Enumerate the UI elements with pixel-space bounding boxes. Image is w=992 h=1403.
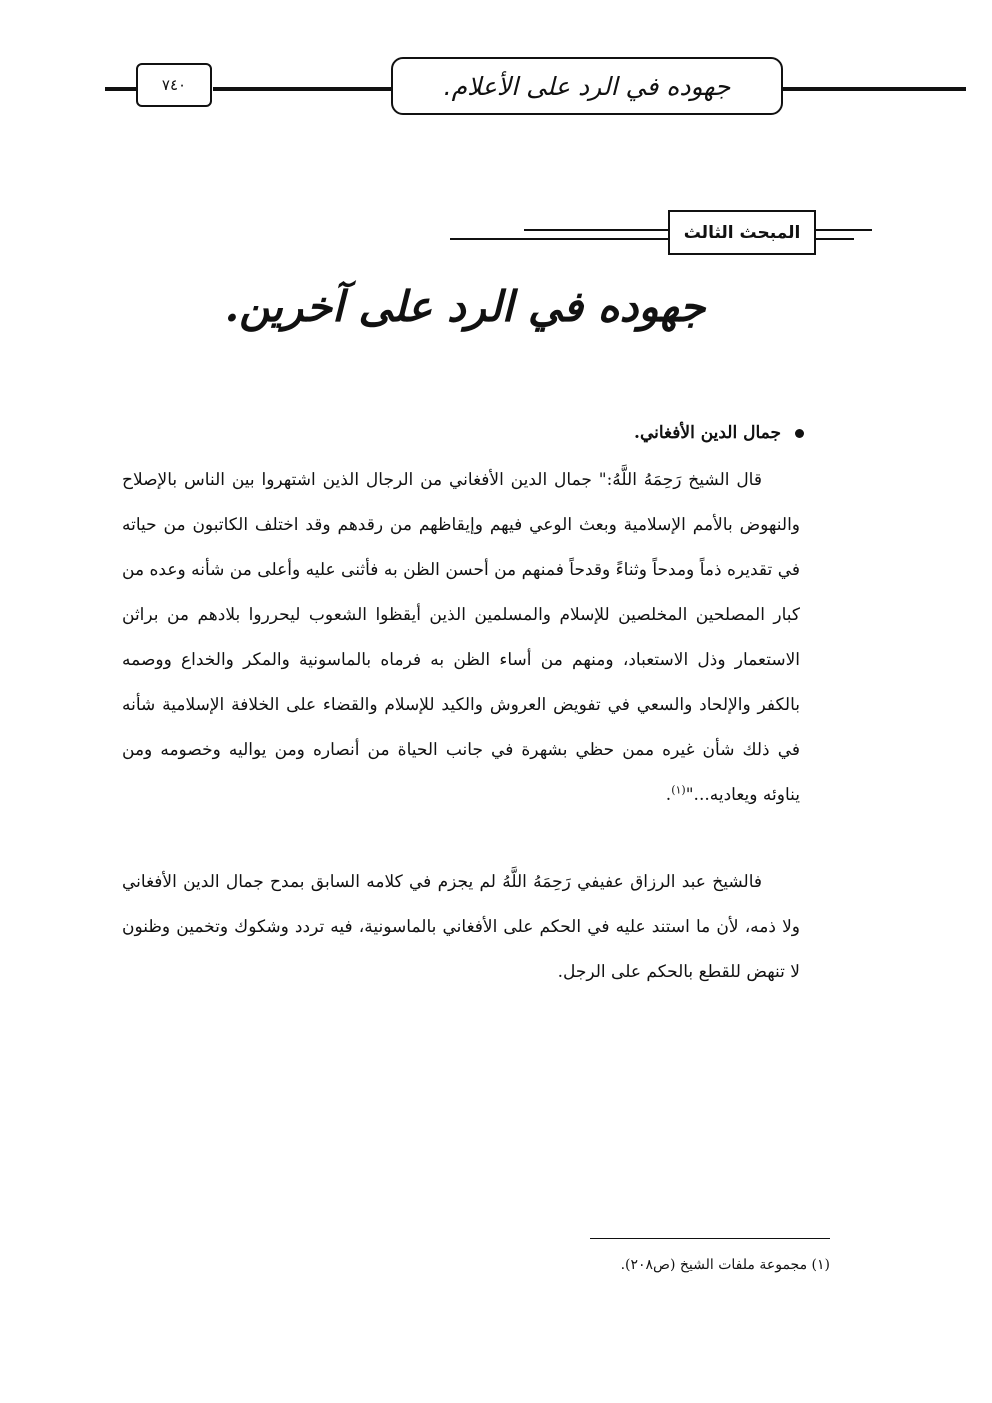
paragraph-quote-end: .: [665, 785, 672, 805]
paragraph-quote-text: قال الشيخ رَحِمَهُ اللَّهُ:" جمال الدين الأفغاني من الرجال الذين اشتهروا بين الناس بالإصلاح والنهوض بالأمم الإسلامية وبعث الوعي فيهم وإيقاظهم من رقدهم وقد اختلف الكاتبون من حياته في تقديره ذماً ومدحاً وثناءً وقدحاً فمنهم من أحسن الظن به فأثنى عليه وأعلى من شأنه وعده من كبار المصلحين المخلصين للإسلام والمسلمين الذين أيقظوا الشعوب ليحرروا بلادهم من براثن الاستعمار وذل الاستعباد، ومنهم من أساء الظن به فرماه بالماسونية والمكر والخداع ووصمه بالكفر والإلحاد والسعي في تفويض العروش والكيد للإسلام والقضاء على الخلافة الإسلامية شأنه في ذلك شأن غيره ممن حظي بشهرة في جانب الحياة من أنصاره ومن يواليه وخصومه ومن يناوئه ويعاديه...": [122, 470, 800, 805]
section-rule-right-upper: [816, 229, 872, 231]
paragraph-commentary: فالشيخ عبد الرزاق عفيفي رَحِمَهُ اللَّهُ لم يجزم في كلامه السابق بمدح جمال الدين الأفغاني ولا ذمه، لأن ما استند عليه في الحكم على الأفغاني بالماسونية، فيه تردد وشكوك وتخمين وظنون لا تنهض للقطع بالحكم على الرجل.: [122, 872, 800, 982]
running-title: جهوده في الرد على الأعلام.: [391, 57, 783, 115]
chapter-title: جهوده في الرد على آخرين.: [224, 282, 706, 331]
bullet-heading: [204, 418, 804, 448]
paragraph-quote: [122, 458, 800, 818]
footnote-reference[interactable]: (١): [671, 783, 686, 797]
section-rule-left-upper: [524, 229, 668, 231]
bullet-heading-text: جمال الدين الأفغاني.: [634, 423, 781, 443]
header-rule-left: [105, 87, 137, 91]
footnote: (١) مجموعة ملفات الشيخ (ص٢٠٨).: [620, 1257, 830, 1273]
header-rule-right: [782, 87, 966, 91]
section-rule-left-lower: [450, 238, 668, 240]
footnote-separator: [590, 1238, 830, 1239]
bullet-icon: [795, 429, 804, 438]
section-rule-right-lower: [816, 238, 854, 240]
page-number: ٧٤٠: [136, 63, 212, 107]
section-label: المبحث الثالث: [668, 210, 816, 255]
header-rule-middle: [213, 87, 393, 91]
